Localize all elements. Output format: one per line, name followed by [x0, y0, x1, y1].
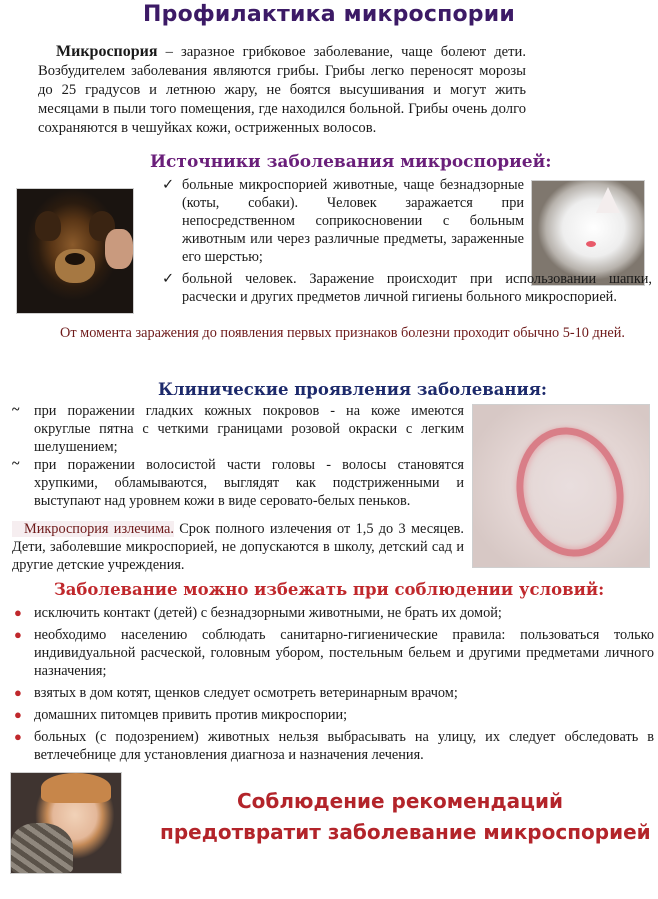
bullet-icon: ● [14, 707, 22, 722]
bullet-icon: ● [14, 627, 22, 642]
intro-text: – заразное грибковое заболевание, чаще болеют дети. Возбудителем заболевания являются грибы. Грибы легко переносят морозы до 25 градусов и летнюю жару, не боятся высушивания и могут жить месяцами в пыли того помещения, где находился больной. Грибы очень долго сохраняются в чешуйках кожи, остриженных волосов. [38, 44, 526, 136]
tilde-icon: ~ [12, 402, 20, 418]
skin-lesion-photo [472, 404, 650, 568]
cure-text: Срок полного излечения от 1,5 до 3 месяцев. Дети, заболевшие микроспорией, не допускаются в школу, детский сад и другие детские учреждения. [12, 521, 464, 573]
list-item: ● больных (с подозрением) животных нельзя выбрасывать на улицу, их следует обследовать в ветлечебнице для установления диагноза и назначения лечения. [14, 729, 654, 763]
sources-heading: Источники заболевания микроспорией: [150, 152, 552, 172]
check-icon: ✓ [162, 177, 174, 193]
sources-list [162, 176, 524, 266]
bullet-icon: ● [14, 605, 22, 620]
dog-photo [16, 188, 134, 314]
bullet-icon: ● [14, 729, 22, 744]
slogan-line-1: Соблюдение рекомендаций [237, 789, 563, 813]
tilde-icon: ~ [12, 456, 20, 472]
list-item: ✓ больной человек. Заражение происходит при использовании шапки, расчески и других предметов личной гигиены больного микроспорией. [162, 271, 652, 305]
page-title: Профилактика микроспории [143, 2, 515, 27]
clinical-list [12, 402, 464, 510]
list-item: ~ при поражении волосистой части головы - волосы становятся хрупкими, обламываются, выглядят как подстриженными и выступают над уровнем кожи в виде серовато-белых пеньков. [12, 456, 464, 509]
conditions-list [12, 604, 654, 768]
slogan [160, 786, 651, 848]
check-icon: ✓ [162, 271, 174, 287]
list-item: ✓ больные микроспорией животные, чаще безнадзорные (коты, собаки). Человек заражается при непосредственном соприкосновении с больным животным или через различные предметы, зараженные его шерстью; [162, 177, 524, 265]
bullet-icon: ● [14, 685, 22, 700]
list-item: ● взятых в дом котят, щенков следует осмотреть ветеринарным врачом; [14, 685, 458, 701]
sources-list-continued [162, 270, 652, 306]
list-item: ● домашних питомцев привить против микроспории; [14, 707, 348, 723]
clinical-heading: Клинические проявления заболевания: [158, 380, 547, 399]
list-item: ● исключить контакт (детей) с безнадзорными животными, не брать их домой; [14, 605, 502, 621]
list-item: ~ при поражении гладких кожных покровов - на коже имеются округлые пятна с четкими границами розовой окраски с легким шелушением; [12, 402, 464, 455]
girl-with-cat-photo [10, 772, 122, 874]
intro-paragraph [38, 42, 526, 138]
slogan-line-2: предотвратит заболевание микроспорией [160, 820, 651, 844]
curable-text: Микроспория излечима. [12, 521, 174, 537]
incubation-text: От момента заражения до появления первых признаков болезни проходит обычно 5-10 дней. [60, 325, 625, 341]
list-item: ● необходимо населению соблюдать санитарно-гигиенические правила: пользоваться только индивидуальной расческой, головным убором, постельным бельем и другими предметами личного назначения; [14, 627, 654, 679]
conditions-heading: Заболевание можно избежать при соблюдении условий: [53, 580, 605, 599]
cure-paragraph [12, 520, 464, 574]
intro-term: Микроспория [56, 43, 158, 60]
